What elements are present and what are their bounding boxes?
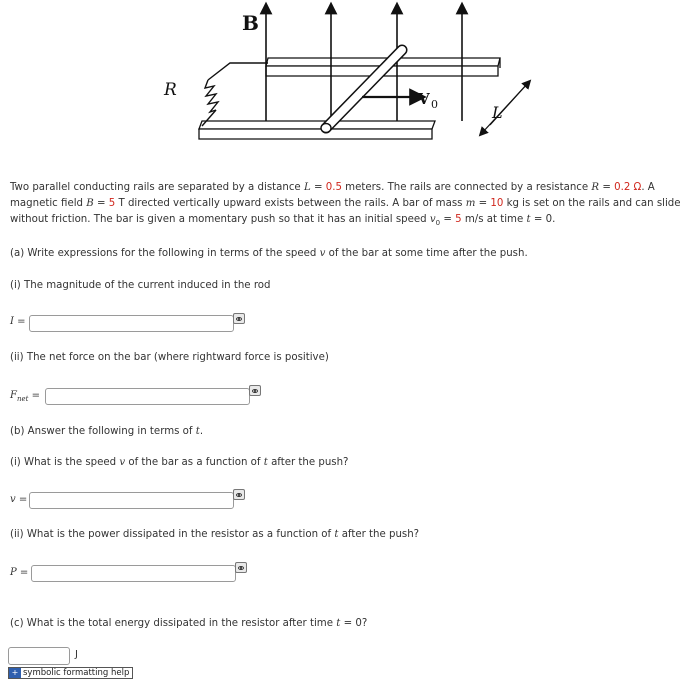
sym-v0-sub: 0 — [435, 219, 441, 228]
rail-diagram — [150, 0, 550, 145]
sym-l: L — [303, 182, 311, 193]
text: meters. The rails are connected by a resistance — [341, 182, 592, 193]
eq: = — [13, 316, 26, 327]
speed-input[interactable] — [29, 492, 234, 509]
text: of the bar as a function of — [125, 457, 264, 468]
part-b-prompt — [10, 425, 203, 439]
part-a-question-2: (ii) The net force on the bar (where rightward force is positive) — [10, 352, 329, 363]
resistor — [202, 63, 268, 126]
text: T directed vertically upward exists between the rails. A bar of mass — [115, 198, 466, 209]
text: (b) Answer the following in terms of — [10, 426, 196, 437]
symbolic-formatting-help-button[interactable] — [8, 667, 133, 679]
value-l: 0.5 — [325, 182, 342, 193]
var: F — [10, 390, 17, 401]
preview-icon[interactable] — [249, 385, 261, 396]
value-b: 5 — [108, 198, 116, 209]
sym: t — [334, 529, 339, 540]
sym: t — [336, 618, 341, 629]
sym-t: t — [526, 214, 531, 225]
sym-v0: v — [429, 214, 436, 225]
var: I — [10, 316, 14, 327]
part-a-prompt — [10, 247, 528, 261]
var-sub: net — [16, 395, 29, 403]
text: (ii) What is the power dissipated in the resistor as a function of — [10, 529, 335, 540]
sym-r: R — [591, 182, 600, 193]
answer-label-i — [10, 316, 26, 327]
text: . A magnetic field — [10, 182, 655, 209]
value-m: 10 — [490, 198, 504, 209]
eq: = — [16, 567, 29, 578]
eye-icon — [238, 566, 244, 570]
problem-statement — [10, 180, 690, 231]
part-b-question-1 — [10, 456, 348, 470]
var: P — [10, 567, 17, 578]
preview-icon[interactable] — [233, 313, 245, 324]
text: = — [475, 198, 491, 209]
net-force-input[interactable] — [45, 388, 250, 405]
answer-label-v — [10, 494, 27, 505]
eq: = — [15, 494, 28, 505]
energy-unit: J — [75, 649, 78, 660]
text: of the bar at some time after the push. — [325, 248, 528, 259]
sym: v — [319, 248, 326, 259]
text: . — [199, 426, 204, 437]
part-c-prompt — [10, 617, 367, 631]
separation-arrow — [482, 83, 528, 133]
label-b: B — [242, 11, 259, 35]
answer-label-fnet — [10, 390, 40, 403]
sym: t — [195, 426, 200, 437]
preview-icon[interactable] — [235, 562, 247, 573]
text: Two parallel conducting rails are separated by a distance — [10, 182, 304, 193]
sym: t — [263, 457, 268, 468]
text: = 0? — [340, 618, 368, 629]
eye-icon — [252, 389, 258, 393]
var: v — [10, 494, 16, 505]
sym-b: B — [86, 198, 94, 209]
preview-icon[interactable] — [233, 489, 245, 500]
label-v: V — [418, 90, 430, 108]
text: kg is set on the rails and can slide without friction. The bar is given a momentary push so that it has an initial speed — [10, 198, 681, 225]
sym: v — [119, 457, 126, 468]
part-b-question-2 — [10, 528, 419, 542]
text: = 0. — [530, 214, 556, 225]
text: = — [599, 182, 615, 193]
text: m/s at time — [461, 214, 527, 225]
part-a-question-1: (i) The magnitude of the current induced in the rod — [10, 280, 271, 291]
help-label: symbolic formatting help — [23, 668, 130, 678]
label-r: R — [164, 80, 177, 100]
text: = — [310, 182, 326, 193]
value-v0: 5 — [455, 214, 462, 225]
sym-m: m — [465, 198, 476, 209]
text: after the push? — [267, 457, 349, 468]
answer-label-p — [10, 567, 28, 578]
front-rail — [199, 121, 435, 139]
eye-icon — [236, 317, 242, 321]
eq: = — [28, 390, 40, 401]
power-input[interactable] — [31, 565, 236, 582]
text: (a) Write expressions for the following in terms of the speed — [10, 248, 320, 259]
energy-input[interactable] — [8, 647, 70, 665]
current-input[interactable] — [29, 315, 234, 332]
label-v-sub: 0 — [431, 98, 438, 111]
text: = — [440, 214, 456, 225]
text: after the push? — [338, 529, 420, 540]
label-l: L — [492, 103, 503, 122]
text: = — [93, 198, 109, 209]
help-icon: + — [9, 668, 21, 678]
value-r: 0.2 Ω — [614, 182, 642, 193]
eye-icon — [236, 493, 242, 497]
text: (c) What is the total energy dissipated in the resistor after time — [10, 618, 337, 629]
text: (i) What is the speed — [10, 457, 120, 468]
